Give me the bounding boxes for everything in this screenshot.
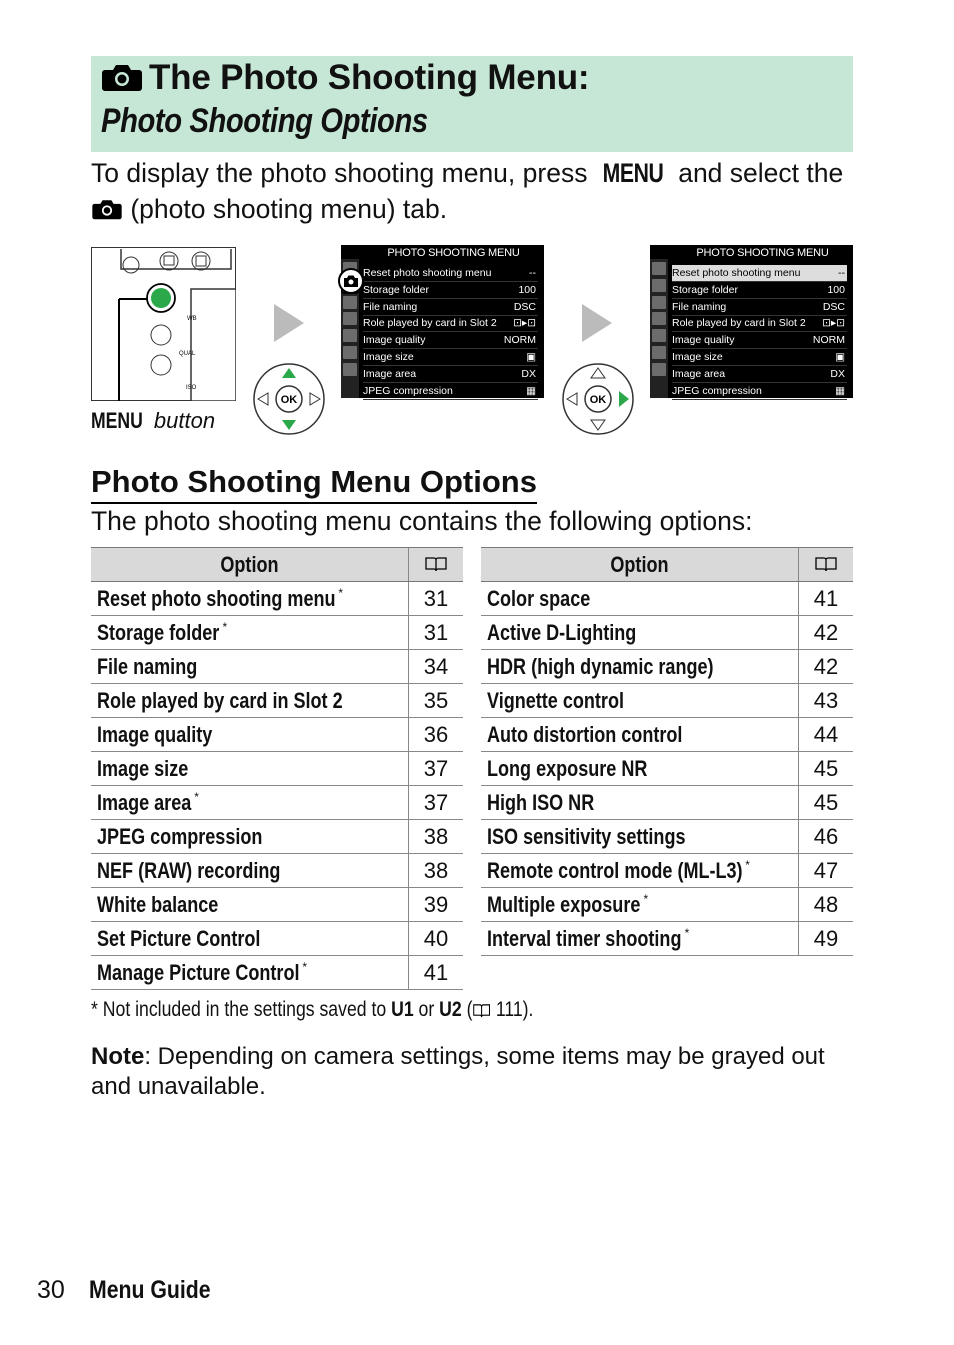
option-name: Remote control mode (ML-L3) *: [481, 854, 799, 888]
option-name: Multiple exposure *: [481, 888, 799, 922]
tab-highlight-circle: [337, 267, 365, 295]
column-header-page: [409, 548, 464, 582]
page-reference: 42: [799, 650, 854, 684]
screen-title: PHOTO SHOOTING MENU: [387, 247, 520, 259]
table-row: [481, 888, 853, 922]
page-reference: 48: [799, 888, 854, 922]
option-name: Vignette control: [481, 684, 799, 718]
custom-settings-tab-icon: [652, 312, 666, 325]
screen-item-value: --: [529, 267, 536, 279]
table-row: [91, 956, 463, 990]
screen-item-label: Role played by card in Slot 2: [672, 317, 806, 330]
option-name: Reset photo shooting menu *: [91, 582, 409, 616]
screen-item-value: ▣: [526, 351, 536, 363]
footer-section-name: Menu Guide: [88, 1276, 211, 1304]
screen-item-label: JPEG compression: [363, 384, 453, 397]
photo-shooting-tab-icon: [652, 279, 666, 292]
option-name: Active D-Lighting: [481, 616, 799, 650]
screen-title: PHOTO SHOOTING MENU: [696, 247, 829, 259]
screen-item-label: File naming: [672, 300, 727, 313]
option-name: Image area *: [91, 786, 409, 820]
section-title: Photo Shooting Menu Options: [91, 462, 537, 504]
screen-menu-item: [672, 383, 847, 400]
option-name: Storage folder *: [91, 616, 409, 650]
table-row: [481, 820, 853, 854]
options-table-left: [91, 547, 463, 990]
screen-tab-bar: [650, 259, 668, 398]
book-icon: [425, 556, 447, 572]
screen-menu-item: [672, 315, 847, 332]
screen-menu-item: [363, 282, 538, 299]
option-name: Image size: [91, 752, 409, 786]
option-name: Long exposure NR: [481, 752, 799, 786]
screen-item-value: ▦: [835, 384, 845, 397]
options-table-right: [481, 547, 853, 956]
screen-item-value: DSC: [513, 300, 536, 313]
footnote-marker: *: [302, 959, 308, 974]
page-reference: 31: [409, 582, 464, 616]
screen-item-value: 100: [827, 283, 845, 296]
section-lead: The photo shooting menu contains the following options:: [91, 506, 753, 536]
screen-menu-item: [363, 366, 538, 383]
option-name: White balance: [91, 888, 409, 922]
screen-item-label: Image quality: [363, 334, 426, 347]
table-row: [481, 650, 853, 684]
option-name: NEF (RAW) recording: [91, 854, 409, 888]
page-reference: 37: [409, 786, 464, 820]
camera-label-iso: ISO: [186, 385, 197, 391]
intro-paragraph: To display the photo shooting menu, press MENU and select the (photo shooting menu) tab.: [91, 155, 871, 227]
playback-tab-icon: [652, 262, 666, 275]
camera-icon: [101, 62, 143, 92]
book-icon: [815, 556, 837, 572]
option-name: Color space: [481, 582, 799, 616]
table-row: [91, 854, 463, 888]
my-menu-tab-icon: [343, 363, 357, 376]
screen-menu-item: [672, 349, 847, 366]
retouch-tab-icon: [343, 346, 357, 359]
column-header-option: Option: [91, 548, 409, 582]
option-name: JPEG compression: [91, 820, 409, 854]
footnote-marker: *: [684, 925, 690, 940]
page-reference: 40: [409, 922, 464, 956]
page-reference: 41: [799, 582, 854, 616]
screen-item-value: ▣: [835, 351, 845, 363]
camera-tab-icon: [91, 198, 123, 220]
movie-tab-icon: [343, 296, 357, 309]
screen-item-label: File naming: [363, 300, 418, 313]
column-header-page: [799, 548, 854, 582]
note-paragraph: Note: Depending on camera settings, some items may be grayed out and unavailable.: [91, 1043, 825, 1100]
column-header-option: Option: [481, 548, 799, 582]
screen-item-value: DSC: [822, 300, 845, 313]
svg-text:OK: OK: [589, 394, 607, 406]
table-row: [91, 684, 463, 718]
retouch-tab-icon: [652, 346, 666, 359]
option-name: Set Picture Control: [91, 922, 409, 956]
camera-illustration: [91, 247, 236, 401]
page-reference: 35: [409, 684, 464, 718]
svg-text:OK: OK: [280, 394, 298, 406]
page-reference: 34: [409, 650, 464, 684]
page-reference: 44: [799, 718, 854, 752]
table-row: [91, 888, 463, 922]
page-title: The Photo Shooting Menu:: [101, 58, 589, 98]
screen-item-value: ⊡▸⊡: [822, 317, 845, 330]
table-row: [91, 650, 463, 684]
table-row: [91, 616, 463, 650]
screen-menu-item: [672, 366, 847, 383]
table-row: [91, 582, 463, 616]
option-name: Auto distortion control: [481, 718, 799, 752]
table-header-row: [481, 548, 853, 582]
screen-menu-item: [672, 265, 847, 282]
menu-key-label: MENU: [602, 158, 664, 188]
footnote-marker: *: [222, 619, 228, 634]
table-row: [481, 854, 853, 888]
footnote-marker: *: [745, 857, 750, 872]
table-row: [91, 718, 463, 752]
screen-menu-item: [672, 299, 847, 316]
screen-menu-item: [363, 383, 538, 400]
multi-selector-right-icon: [561, 362, 635, 436]
footnote-marker: *: [643, 891, 649, 906]
page-reference: 38: [409, 820, 464, 854]
screen-menu-item: [672, 282, 847, 299]
screen-menu-item: [363, 332, 538, 349]
setup-tab-icon: [343, 329, 357, 342]
page-reference: 31: [409, 616, 464, 650]
screen-item-value: ⊡▸⊡: [513, 317, 536, 330]
page-reference: 45: [799, 752, 854, 786]
screen-item-label: Image size: [363, 351, 414, 363]
page-reference: 37: [409, 752, 464, 786]
screen-item-label: Reset photo shooting menu: [672, 267, 801, 279]
page-reference: 43: [799, 684, 854, 718]
page-reference: 39: [409, 888, 464, 922]
table-header-row: [91, 548, 463, 582]
footnote-marker: *: [194, 789, 199, 804]
page-reference: 38: [409, 854, 464, 888]
option-name: Manage Picture Control *: [91, 956, 409, 990]
page-reference: 46: [799, 820, 854, 854]
table-row: [481, 786, 853, 820]
page-footer: [37, 1276, 232, 1305]
screen-menu-item: [363, 315, 538, 332]
footnote: * Not included in the settings saved to U1 or U2 ( 111).: [91, 998, 534, 1021]
option-name: High ISO NR: [481, 786, 799, 820]
page-subtitle: Photo Shooting Options: [101, 102, 428, 140]
page-reference: 36: [409, 718, 464, 752]
table-row: [481, 752, 853, 786]
page-reference: 41: [409, 956, 464, 990]
screen-item-value: 100: [518, 283, 536, 296]
figure-caption: MENU button: [91, 408, 216, 433]
screen-item-value: ▦: [526, 384, 536, 397]
movie-tab-icon: [652, 296, 666, 309]
screen-item-value: DX: [521, 367, 536, 380]
screen-item-label: Image quality: [672, 334, 735, 347]
camera-label-wb: WB: [187, 316, 197, 322]
screen-menu-item: [363, 299, 538, 316]
page-reference: 47: [799, 854, 854, 888]
screen-item-label: Image area: [363, 367, 417, 380]
option-name: File naming: [91, 650, 409, 684]
option-name: ISO sensitivity settings: [481, 820, 799, 854]
page-reference: 45: [799, 786, 854, 820]
option-name: Image quality: [91, 718, 409, 752]
table-row: [91, 820, 463, 854]
option-name: Role played by card in Slot 2: [91, 684, 409, 718]
footnote-marker: *: [338, 585, 344, 600]
screen-item-value: NORM: [812, 334, 845, 347]
figure-camera-back: [91, 247, 236, 401]
page-reference: 42: [799, 616, 854, 650]
table-row: [481, 582, 853, 616]
title-banner: [91, 56, 853, 152]
option-name: Interval timer shooting *: [481, 922, 799, 956]
option-name: HDR (high dynamic range): [481, 650, 799, 684]
arrow-right-icon: [272, 302, 306, 344]
table-row: [91, 752, 463, 786]
table-row: [481, 684, 853, 718]
my-menu-tab-icon: [652, 363, 666, 376]
table-row: [91, 922, 463, 956]
screen-item-label: Image size: [672, 351, 723, 363]
screen-menu-item: [672, 332, 847, 349]
screen-menu-item: [363, 349, 538, 366]
custom-settings-tab-icon: [343, 312, 357, 325]
screen-item-value: NORM: [503, 334, 536, 347]
screen-item-label: Role played by card in Slot 2: [363, 317, 497, 330]
screen-item-value: --: [838, 267, 845, 279]
book-icon: [472, 1003, 490, 1018]
camera-label-qual: QUAL: [179, 351, 196, 357]
table-row: [481, 718, 853, 752]
screen-item-label: Storage folder: [363, 283, 429, 296]
screen-item-value: DX: [830, 367, 845, 380]
screen-menu-item: [363, 265, 538, 282]
screen-item-label: Storage folder: [672, 283, 738, 296]
table-row: [91, 786, 463, 820]
screen-item-label: Image area: [672, 367, 726, 380]
menu-screen-tab-selected: [341, 245, 544, 398]
setup-tab-icon: [652, 329, 666, 342]
screen-item-label: JPEG compression: [672, 384, 762, 397]
menu-screen-item-selected: [650, 245, 853, 398]
table-row: [481, 922, 853, 956]
multi-selector-down-icon: [252, 362, 326, 436]
table-row: [481, 616, 853, 650]
arrow-right-icon: [580, 302, 614, 344]
page-number: 30: [37, 1276, 65, 1304]
page-reference: 49: [799, 922, 854, 956]
screen-item-label: Reset photo shooting menu: [363, 267, 492, 279]
